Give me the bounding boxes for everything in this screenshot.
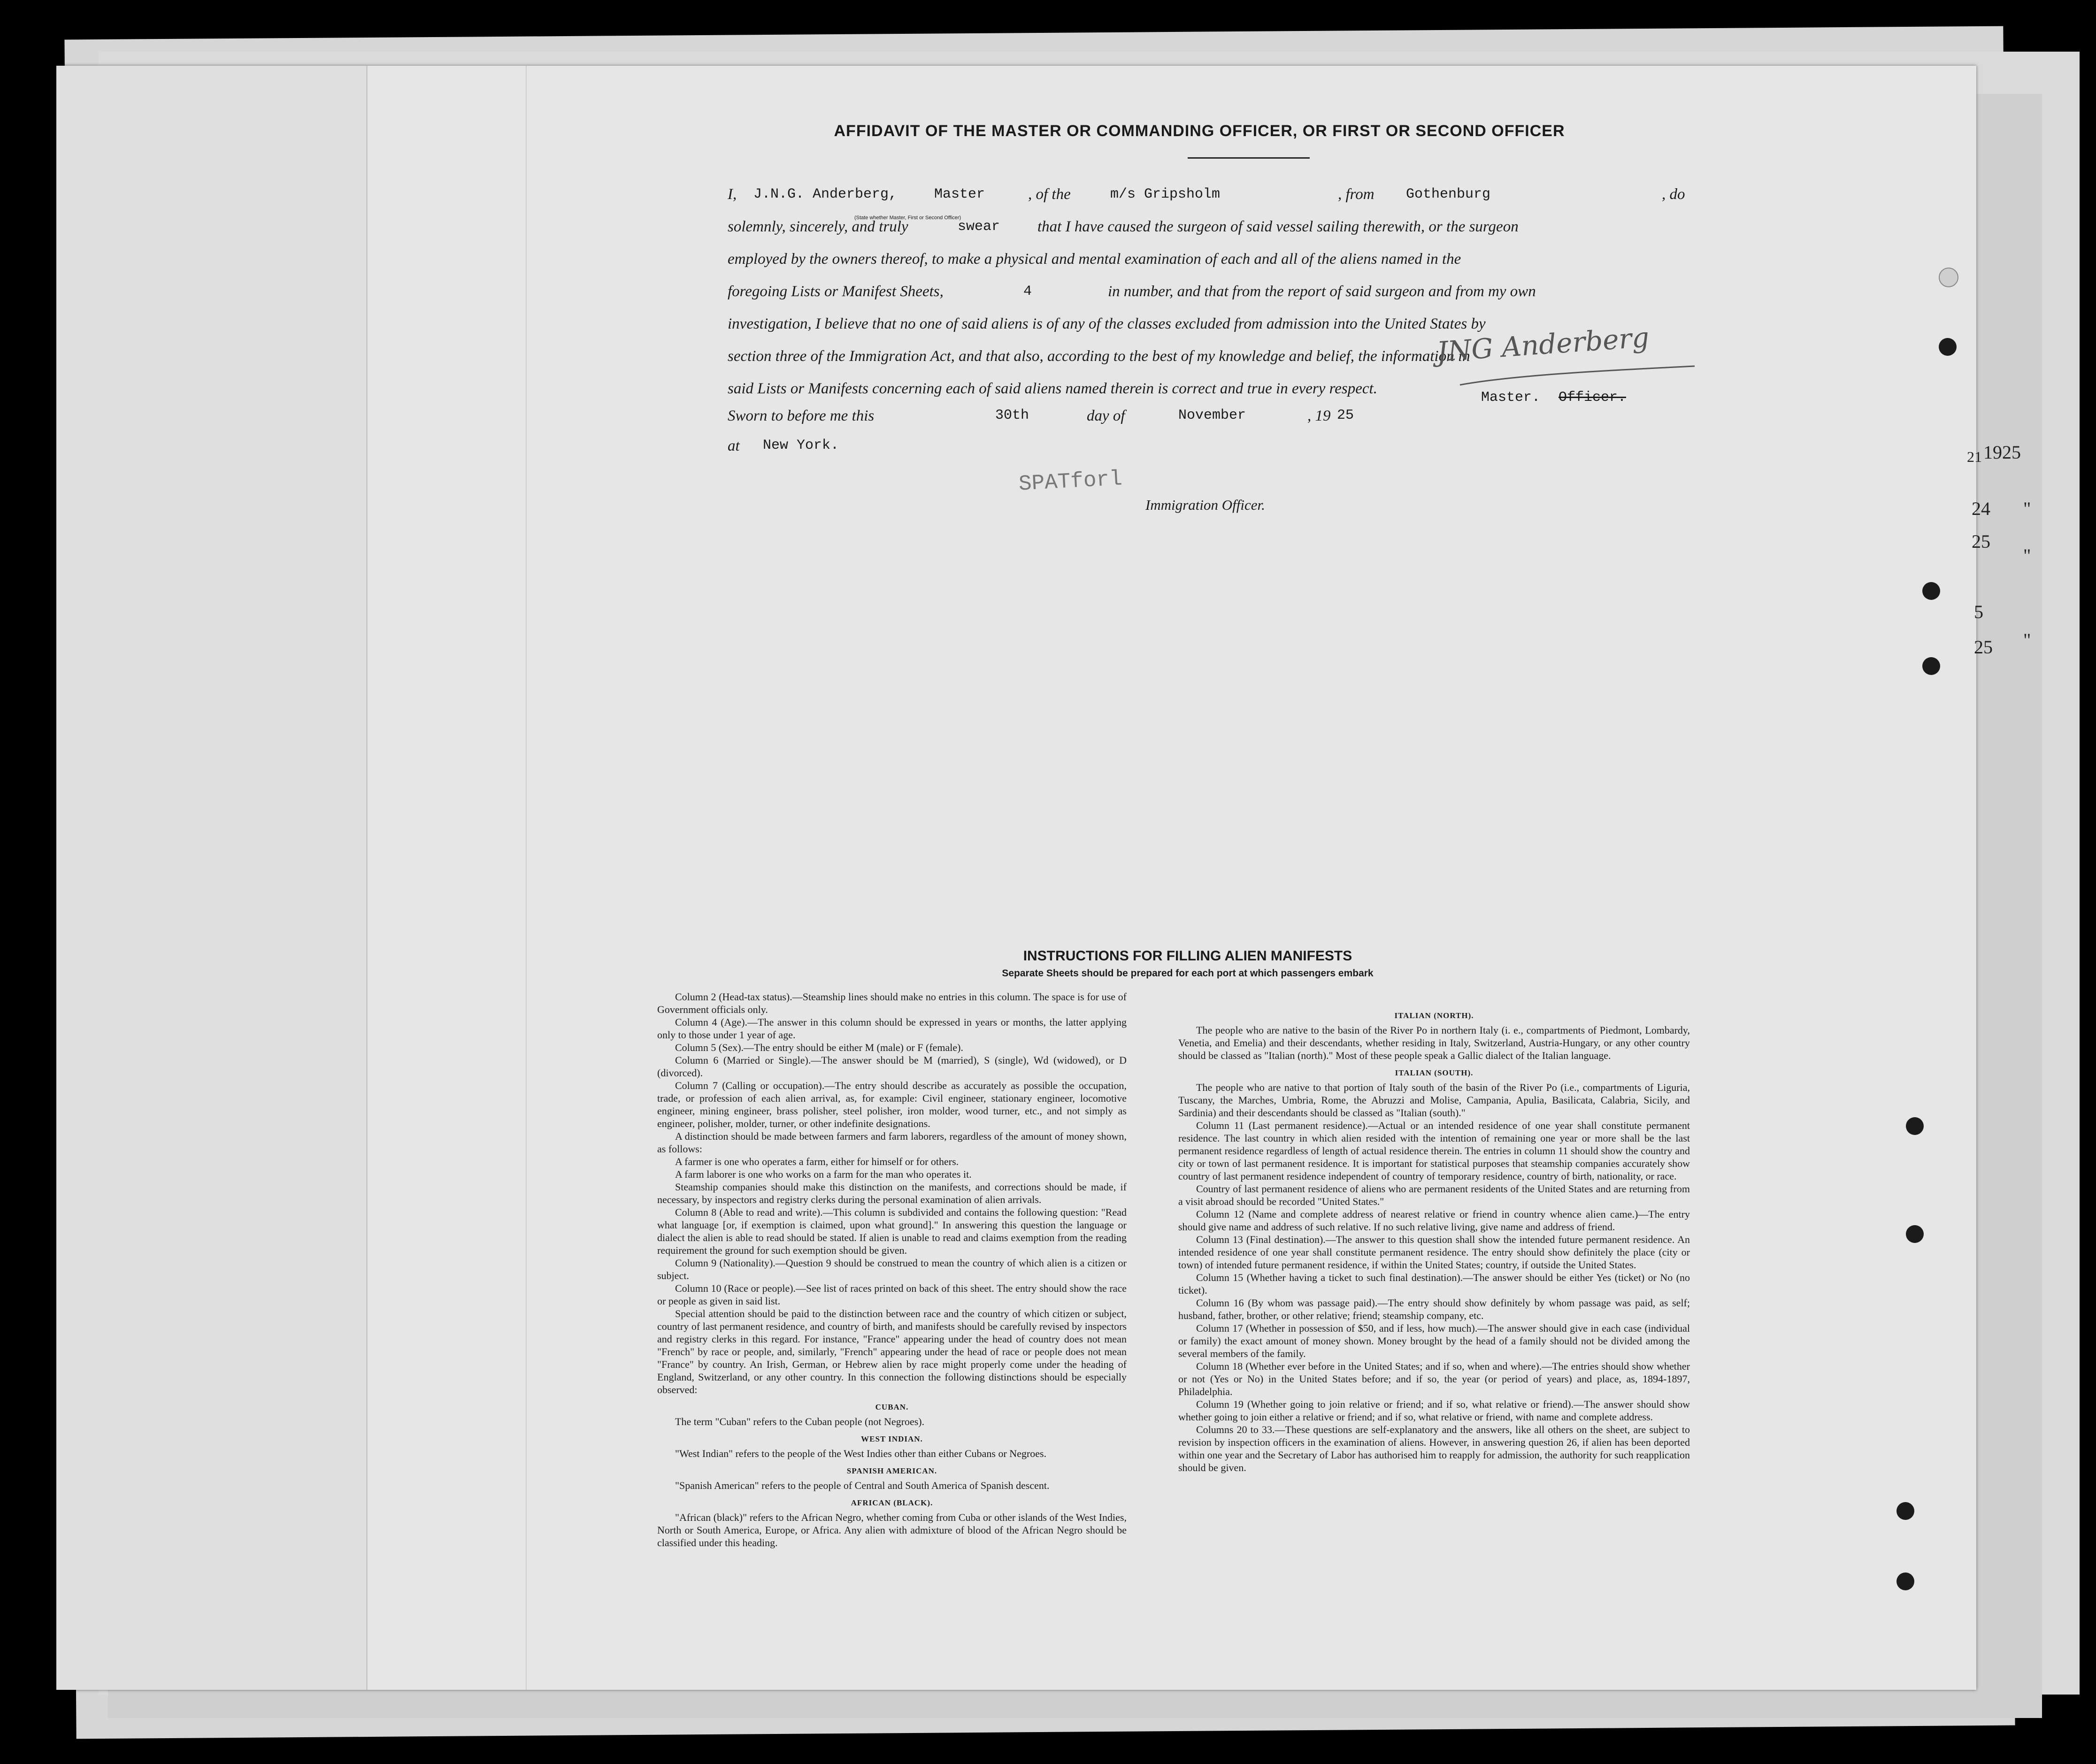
stub-text: " <box>2023 629 2031 651</box>
instruction-paragraph: The term "Cuban" refers to the Cuban people (not Negroes). <box>675 1416 925 1427</box>
punch-hole <box>1939 268 1958 287</box>
sworn-line <box>728 407 1666 436</box>
stub-text: 25 <box>1974 637 1993 658</box>
stub-text: 21 <box>1967 448 1982 465</box>
affidavit-text: Sworn to before me this <box>728 407 875 424</box>
stub-text: " <box>2023 545 2031 566</box>
departure-port: Gothenburg <box>1406 186 1491 202</box>
affidavit-text: solemnly, sincerely, and truly <box>728 218 908 235</box>
punch-hole <box>1906 1225 1924 1243</box>
sheet-count: 4 <box>1023 284 1032 299</box>
sworn-day: 30th <box>995 407 1029 423</box>
officer-signature: SPATforl <box>1018 467 1123 497</box>
punch-hole <box>1922 582 1940 600</box>
affidavit-text: foregoing Lists or Manifest Sheets, <box>728 283 944 300</box>
punch-hole <box>1906 1117 1924 1135</box>
instruction-paragraph: Column 7 (Calling or occupation).—The entry should describe as accurately as possible the occupation, trade, or profession of each alien arrival, as, for example: Civil engineer, stationary engineer, locomotive engineer, mining engineer, brass polisher, steel polisher, iron molder, wood turner, etc., and not simply as engineer, polisher, molder, turner, or other indefinite designations. <box>657 1080 1127 1129</box>
stub-text: 1925 <box>1983 442 2021 463</box>
sworn-year: 25 <box>1337 407 1354 423</box>
oath-word: swear <box>958 219 1000 235</box>
instruction-paragraph: Column 4 (Age).—The answer in this column should be expressed in years or months, the latter applying only to those under 1 year of age. <box>657 1016 1127 1041</box>
instructions-left-column <box>657 990 1127 1549</box>
instructions-right-column <box>1178 1005 1690 1474</box>
affidavit-title: AFFIDAVIT OF THE MASTER OR COMMANDING OFFICER, OR FIRST OR SECOND OFFICER <box>834 122 1565 140</box>
affidavit-text: day of <box>1087 407 1125 424</box>
instruction-paragraph: Column 2 (Head-tax status).—Steamship lines should make no entries in this column. The space is for use of Government officials only. <box>657 991 1127 1015</box>
instruction-paragraph: "Spanish American" refers to the people of Central and South America of Spanish descent. <box>675 1480 1050 1491</box>
rank-note: (State whether Master, First or Second Officer) <box>854 215 961 221</box>
instruction-paragraph: A distinction should be made between farmers and farm laborers, regardless of the amount of money shown, as follows: <box>657 1130 1127 1155</box>
stub-text: 24 <box>1972 498 1990 519</box>
instruction-paragraph: Column 12 (Name and complete address of nearest relative or friend in country whence alien came.)—The entry should give name and address of such relative. If no such relative living, give name and address of friend. <box>1178 1208 1690 1233</box>
instruction-paragraph: Column 8 (Able to read and write).—This column is subdivided and contains the following question: "Read what language [or, if exemption is claimed, upon what ground]." In answering this question the language or dialect the alien is able to read should be stated. If alien is unable to read and claims exemption from the reading requirement the ground for such exemption should be given. <box>657 1206 1127 1256</box>
instruction-paragraph: The people who are native to that portion of Italy south of the basin of the River Po (i.e., compartments of Liguria, Tuscany, the Marches, Umbria, Rome, the Abruzzi and Molise, Campania, Apulia, Basilicata, Calabria, Sicily, and Sardinia) and their descendants should be classed as "Italian (south)." <box>1178 1081 1690 1119</box>
section-heading: ITALIAN (SOUTH). <box>1395 1068 1474 1077</box>
title-rule <box>1188 157 1310 159</box>
punch-hole <box>1939 338 1957 356</box>
instruction-paragraph: Column 18 (Whether ever before in the United States; and if so, when and where).—The entries should show whether or not (Yes or No) in the United States before; and if so, the year (or period of years) and place, as, 1894-1897, Philadelphia. <box>1178 1360 1690 1397</box>
instruction-paragraph: Column 19 (Whether going to join relative or friend; and if so, what relative or friend).—The answer should show whether going to join either a relative or friend; and if so, what relative or friend, with name and complete address. <box>1178 1398 1690 1423</box>
affidavit-line <box>728 276 1695 308</box>
sworn-place: New York. <box>763 437 839 453</box>
affidavit-line <box>728 211 1695 243</box>
signature-flourish <box>1455 357 1699 394</box>
affidavit-text: that I have caused the surgeon of said vessel sailing therewith, or the surgeon <box>1037 218 1519 235</box>
sworn-month: November <box>1178 407 1246 423</box>
affidavit-text: in number, and that from the report of said surgeon and from my own <box>1108 283 1536 300</box>
section-heading: SPANISH AMERICAN. <box>846 1466 937 1475</box>
manifest-page <box>56 66 2031 1690</box>
section-heading: ITALIAN (NORTH). <box>1394 1011 1474 1020</box>
punch-hole <box>1922 657 1940 675</box>
immigration-officer-label: Immigration Officer. <box>1145 497 1265 513</box>
affidavit-text: , do <box>1662 186 1685 203</box>
punch-hole <box>1896 1502 1914 1520</box>
sworn-place-line <box>728 437 1009 466</box>
instructions-title: INSTRUCTIONS FOR FILLING ALIEN MANIFESTS <box>1023 948 1352 964</box>
vessel-name: m/s Gripsholm <box>1110 186 1221 202</box>
instruction-paragraph: "African (black)" refers to the African Negro, whether coming from Cuba or other islands of the West Indies, North or South America, Europe, or Africa. Any alien with admixture of blood of the African Negro should be classified under this heading. <box>657 1511 1127 1549</box>
section-heading: WEST INDIAN. <box>861 1434 923 1443</box>
instruction-paragraph: Country of last permanent residence of aliens who are permanent residents of the United States and are returning from a visit abroad should be recorded "United States." <box>1178 1183 1690 1207</box>
instruction-paragraph: Column 11 (Last permanent residence).—Actual or an intended residence of one year shall constitute permanent residence. The last country in which alien resided with the intention of remaining one year or more shall be the last permanent residence regardless of length of actual residence therein. The entries in column 11 should show the country and city or town of last permanent residence. It is important for statistical purposes that steamship companies accurately show country of last permanent residence independent of country of temporary residence, country of birth, nationality, or race. <box>1178 1120 1690 1182</box>
instruction-paragraph: Column 6 (Married or Single).—The answer should be M (married), S (single), Wd (widowed), or D (divorced). <box>657 1054 1127 1079</box>
stub-text: 5 <box>1974 601 1983 622</box>
instruction-paragraph: A farm laborer is one who works on a farm for the man who operates it. <box>675 1168 972 1180</box>
section-heading: AFRICAN (BLACK). <box>851 1498 933 1507</box>
officer-label-struck: Officer. <box>1559 390 1627 406</box>
affidavit-text: , from <box>1338 186 1374 203</box>
master-name: J.N.G. Anderberg, <box>753 186 898 202</box>
affidavit-line <box>728 243 1695 276</box>
instruction-paragraph: Column 16 (By whom was passage paid).—The entry should show definitely by whom passage was paid, as self; husband, father, brother, or other relative; friend; steamship company, etc. <box>1178 1297 1690 1321</box>
affidavit-text: at <box>728 437 740 454</box>
section-heading: CUBAN. <box>875 1403 909 1411</box>
affidavit-text: I, <box>728 186 737 203</box>
affidavit-text: investigation, I believe that no one of said aliens is of any of the classes excluded from admission into the United States by <box>728 315 1486 332</box>
instruction-paragraph: The people who are native to the basin of the River Po in northern Italy (i. e., compartments of Piedmont, Lombardy, Venetia, and Emelia) and their descendants, whether residing in Italy, Switzerland, Austria-Hungary, or any other country should be classed as "Italian (north)." Most of these people speak a Gallic dialect of the Italian language. <box>1178 1024 1690 1061</box>
master-signature: JNG Anderberg <box>1436 321 1651 368</box>
fold-line <box>526 66 527 1690</box>
affidavit-text: said Lists or Manifests concerning each of said aliens named therein is correct and true in every respect. <box>728 380 1377 397</box>
instruction-paragraph: Columns 20 to 33.—These questions are self-explanatory and the answers, like all others on the sheet, are subject to revision by inspection officers in the examination of aliens. However, in answering question 26, if alien has been deported within one year and the Secretary of Labor has authorised him to reapply for admission, the authority for such reapplication should be given. <box>1178 1424 1690 1473</box>
instruction-paragraph: Column 10 (Race or people).—See list of races printed on back of this sheet. The entry should show the race or people as given in said list. <box>657 1282 1127 1307</box>
folded-left-panel <box>56 66 368 1690</box>
affidavit-text: , 19 <box>1307 407 1331 424</box>
affidavit-text: , of the <box>1028 186 1071 203</box>
affidavit-text: section three of the Immigration Act, and that also, according to the best of my knowledge and belief, the information in <box>728 348 1470 365</box>
instruction-paragraph: A farmer is one who operates a farm, either for himself or for others. <box>675 1156 959 1167</box>
instruction-paragraph: Column 9 (Nationality).—Question 9 should be construed to mean the country of which alien is a citizen or subject. <box>657 1257 1127 1281</box>
officer-rank: Master <box>934 186 985 202</box>
stub-text: 25 <box>1972 531 1990 552</box>
instruction-paragraph: Column 13 (Final destination).—The answer to this question shall show the intended future permanent residence. An intended residence of one year shall constitute permanent residence. The entry should show definitely the place (city or town) of intended future permanent residence, if within the United States; country, if outside the United States. <box>1178 1234 1690 1271</box>
master-label: Master. <box>1481 390 1541 406</box>
punch-hole <box>1896 1572 1914 1590</box>
instructions-subtitle: Separate Sheets should be prepared for each port at which passengers embark <box>1002 968 1374 979</box>
instruction-paragraph: Steamship companies should make this distinction on the manifests, and corrections should be made, if necessary, by inspectors and registry clerks during the personal examination of alien arrivals. <box>657 1181 1127 1205</box>
instruction-paragraph: Column 5 (Sex).—The entry should be either M (male) or F (female). <box>675 1042 964 1053</box>
instruction-paragraph: Column 17 (Whether in possession of $50, and if less, how much).—The answer should give in each case (individual or family) the exact amount of money shown. Money brought by the head of a family should not be divided among the several members of the family. <box>1178 1322 1690 1359</box>
instruction-paragraph: "West Indian" refers to the people of the West Indies other than either Cubans or Negroes. <box>675 1448 1047 1459</box>
stub-text: " <box>2023 498 2031 519</box>
instruction-paragraph: Column 15 (Whether having a ticket to such final destination).—The answer should be either Yes (ticket) or No (no ticket). <box>1178 1272 1690 1296</box>
affidavit-text: employed by the owners thereof, to make a physical and mental examination of each and all of the aliens named in the <box>728 251 1461 268</box>
instruction-paragraph: Special attention should be paid to the distinction between race and the country of which citizen or subject, country of last permanent residence, and country of birth, and manifests should be carefully revised by inspectors and registry clerks in this regard. For instance, "France" appearing under the head of country does not mean "French" by race or people, and, similarly, "French" appearing under the head of race or people does not mean "France" by country. An Irish, German, or Hebrew alien by race might properly come under the heading of England, Switzerland, or any other country. In this connection the following distinctions should be especially observed: <box>657 1308 1127 1396</box>
affidavit-line <box>728 178 1695 221</box>
